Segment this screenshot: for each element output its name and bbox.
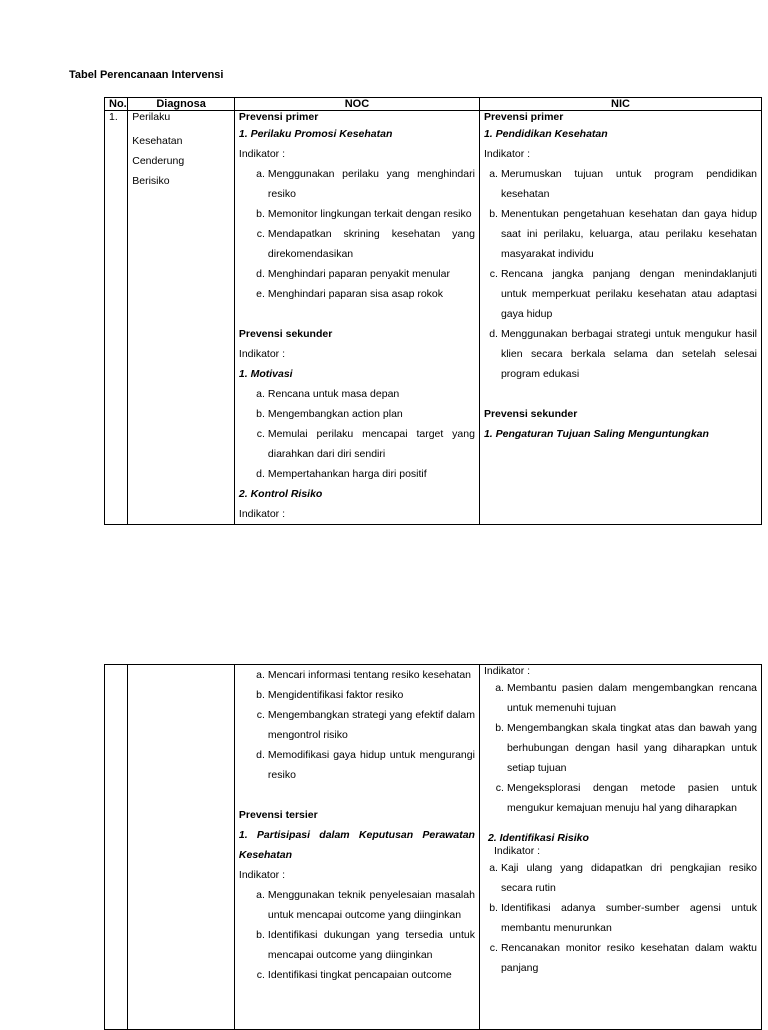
list-marker: b. xyxy=(495,722,504,734)
diagnosa-line: Perilaku xyxy=(132,111,171,123)
indicator-label: Indikator : xyxy=(238,869,286,881)
diagnosa-line: Berisiko xyxy=(132,175,170,187)
list-text: Rencana untuk masa depan xyxy=(267,388,400,400)
header-diagnosa: Diagnosa xyxy=(128,98,235,111)
cell-noc xyxy=(234,665,479,1030)
list-marker: c. xyxy=(495,782,504,794)
spacer xyxy=(239,785,475,805)
list-text: Identifikasi dukungan yang tersedia untuk mencapai outcome yang diinginkan xyxy=(267,929,475,961)
list-marker: a. xyxy=(256,388,265,400)
subsection-heading: 1. Pengaturan Tujuan Saling Menguntungkan xyxy=(483,428,709,440)
list-item xyxy=(484,898,757,938)
list-item xyxy=(484,678,757,718)
list-item xyxy=(484,778,757,818)
list-item xyxy=(484,204,757,264)
table-row xyxy=(105,111,762,525)
section-heading: Prevensi primer xyxy=(238,111,319,123)
list-text: Menggunakan berbagai strategi untuk mengukur hasil klien secara berkala selama dan setelah selesai program edukasi xyxy=(500,328,757,380)
list-item xyxy=(484,938,757,978)
list-text: Mengembangkan strategi yang efektif dalam mengontrol risiko xyxy=(267,709,475,741)
subsection-heading: 1. Perilaku Promosi Kesehatan xyxy=(238,128,393,140)
indicator-label: Indikator : xyxy=(238,148,286,160)
list-text: Menentukan pengetahuan kesehatan dan gaya hidup saat ini perilaku, keluarga, atau perilaku kesehatan masyarakat individu xyxy=(500,208,757,260)
subsection-heading: 1. Pendidikan Kesehatan xyxy=(483,128,608,140)
list-item xyxy=(239,665,475,685)
list-marker: c. xyxy=(256,428,265,440)
subsection-heading: 1. Motivasi xyxy=(238,368,293,380)
list-item xyxy=(239,164,475,204)
list-marker: c. xyxy=(489,942,498,954)
diagnosa-line: Cenderung xyxy=(132,155,185,167)
list-text: Menggunakan teknik penyelesaian masalah untuk mencapai outcome yang diinginkan xyxy=(267,889,475,921)
document-title: Tabel Perencanaan Intervensi xyxy=(69,69,224,81)
diagnosa-line: Kesehatan xyxy=(132,135,183,147)
list-marker: c. xyxy=(256,969,265,981)
cell-no-empty xyxy=(105,665,128,1030)
list-item xyxy=(239,424,475,464)
list-item xyxy=(239,264,475,284)
list-text: Identifikasi tingkat pencapaian outcome xyxy=(267,969,452,981)
intervention-table-part-1 xyxy=(104,97,762,525)
list-text: Merumuskan tujuan untuk program pendidikan kesehatan xyxy=(500,168,757,200)
list-marker: a. xyxy=(256,889,265,901)
list-marker: b. xyxy=(489,208,498,220)
list-text: Memulai perilaku mencapai target yang diarahkan dari diri sendiri xyxy=(267,428,475,460)
list-marker: c. xyxy=(489,268,498,280)
indicator-label: Indikator : xyxy=(493,845,541,857)
list-marker: d. xyxy=(256,749,265,761)
list-marker: a. xyxy=(489,168,498,180)
list-marker: a. xyxy=(489,862,498,874)
list-marker: b. xyxy=(256,929,265,941)
list-marker: a. xyxy=(256,669,265,681)
list-text: Mengeksplorasi dengan metode pasien untuk mengukur kemajuan menuju hal yang diharapkan xyxy=(506,782,757,814)
row-number: 1. xyxy=(109,111,118,123)
cell-nic xyxy=(479,111,761,525)
list-item xyxy=(239,885,475,925)
table-row xyxy=(105,665,762,1030)
list-marker: c. xyxy=(256,709,265,721)
cell-no xyxy=(105,111,128,525)
list-item xyxy=(239,745,475,785)
list-item xyxy=(484,264,757,324)
list-text: Mendapatkan skrining kesehatan yang direkomendasikan xyxy=(267,228,475,260)
list-item xyxy=(239,705,475,745)
subsection-heading: 2. Identifikasi Risiko xyxy=(487,832,589,844)
section-heading: Prevensi sekunder xyxy=(483,408,578,420)
spacer xyxy=(484,818,757,826)
list-text: Rencanakan monitor resiko kesehatan dalam waktu panjang xyxy=(500,942,757,974)
list-marker: d. xyxy=(256,468,265,480)
header-nic: NIC xyxy=(479,98,761,111)
cell-diagnosa xyxy=(128,111,235,525)
indicator-label: Indikator : xyxy=(483,665,531,677)
list-item xyxy=(239,284,475,304)
section-heading: Prevensi primer xyxy=(483,111,564,123)
header-no: No. xyxy=(105,98,128,111)
list-text: Mengembangkan action plan xyxy=(267,408,403,420)
list-text: Memodifikasi gaya hidup untuk mengurangi resiko xyxy=(267,749,475,781)
list-item xyxy=(239,685,475,705)
list-marker: e. xyxy=(256,288,265,300)
list-text: Memonitor lingkungan terkait dengan resiko xyxy=(267,208,472,220)
list-item xyxy=(239,384,475,404)
list-item xyxy=(239,404,475,424)
cell-diagnosa-empty xyxy=(128,665,235,1030)
subsection-heading: 2. Kontrol Risiko xyxy=(238,488,323,500)
spacer xyxy=(239,304,475,324)
list-marker: b. xyxy=(256,408,265,420)
indicator-label: Indikator : xyxy=(238,348,286,360)
cell-nic xyxy=(479,665,761,1030)
list-marker: b. xyxy=(489,902,498,914)
indicator-label: Indikator : xyxy=(238,508,286,520)
list-marker: d. xyxy=(489,328,498,340)
list-marker: c. xyxy=(256,228,265,240)
list-item xyxy=(484,858,757,898)
list-text: Menghindari paparan sisa asap rokok xyxy=(267,288,444,300)
list-item xyxy=(239,925,475,965)
list-text: Mengidentifikasi faktor resiko xyxy=(267,689,404,701)
intervention-table-part-2 xyxy=(104,664,762,1030)
list-item xyxy=(239,965,475,985)
indicator-label: Indikator : xyxy=(483,148,531,160)
list-text: Menggunakan perilaku yang menghindari resiko xyxy=(267,168,475,200)
list-marker: a. xyxy=(256,168,265,180)
list-item xyxy=(239,464,475,484)
table-header-row xyxy=(105,98,762,111)
list-text: Mencari informasi tentang resiko kesehatan xyxy=(267,669,472,681)
list-marker: d. xyxy=(256,268,265,280)
list-text: Mempertahankan harga diri positif xyxy=(267,468,427,480)
list-item xyxy=(484,164,757,204)
list-item xyxy=(239,224,475,264)
list-item xyxy=(239,204,475,224)
list-text: Identifikasi adanya sumber-sumber agensi untuk membantu menurunkan xyxy=(500,902,757,934)
list-text: Rencana jangka panjang dengan menindaklanjuti untuk memperkuat perilaku kesehatan atau adaptasi gaya hidup xyxy=(500,268,757,320)
section-heading: Prevensi sekunder xyxy=(238,328,333,340)
list-marker: b. xyxy=(256,689,265,701)
list-item xyxy=(484,718,757,778)
header-noc: NOC xyxy=(234,98,479,111)
section-heading: Prevensi tersier xyxy=(238,809,318,821)
subsection-heading: 1. Partisipasi dalam Keputusan Perawatan Kesehatan xyxy=(238,829,475,861)
list-item xyxy=(484,324,757,384)
list-text: Kaji ulang yang didapatkan dri pengkajian resiko secara rutin xyxy=(500,862,757,894)
list-marker: b. xyxy=(256,208,265,220)
cell-noc xyxy=(234,111,479,525)
list-text: Menghindari paparan penyakit menular xyxy=(267,268,451,280)
list-marker: a. xyxy=(495,682,504,694)
list-text: Membantu pasien dalam mengembangkan rencana untuk memenuhi tujuan xyxy=(506,682,757,714)
spacer xyxy=(484,384,757,404)
list-text: Mengembangkan skala tingkat atas dan bawah yang berhubungan dengan hasil yang diharapkan untuk setiap tujuan xyxy=(506,722,757,774)
